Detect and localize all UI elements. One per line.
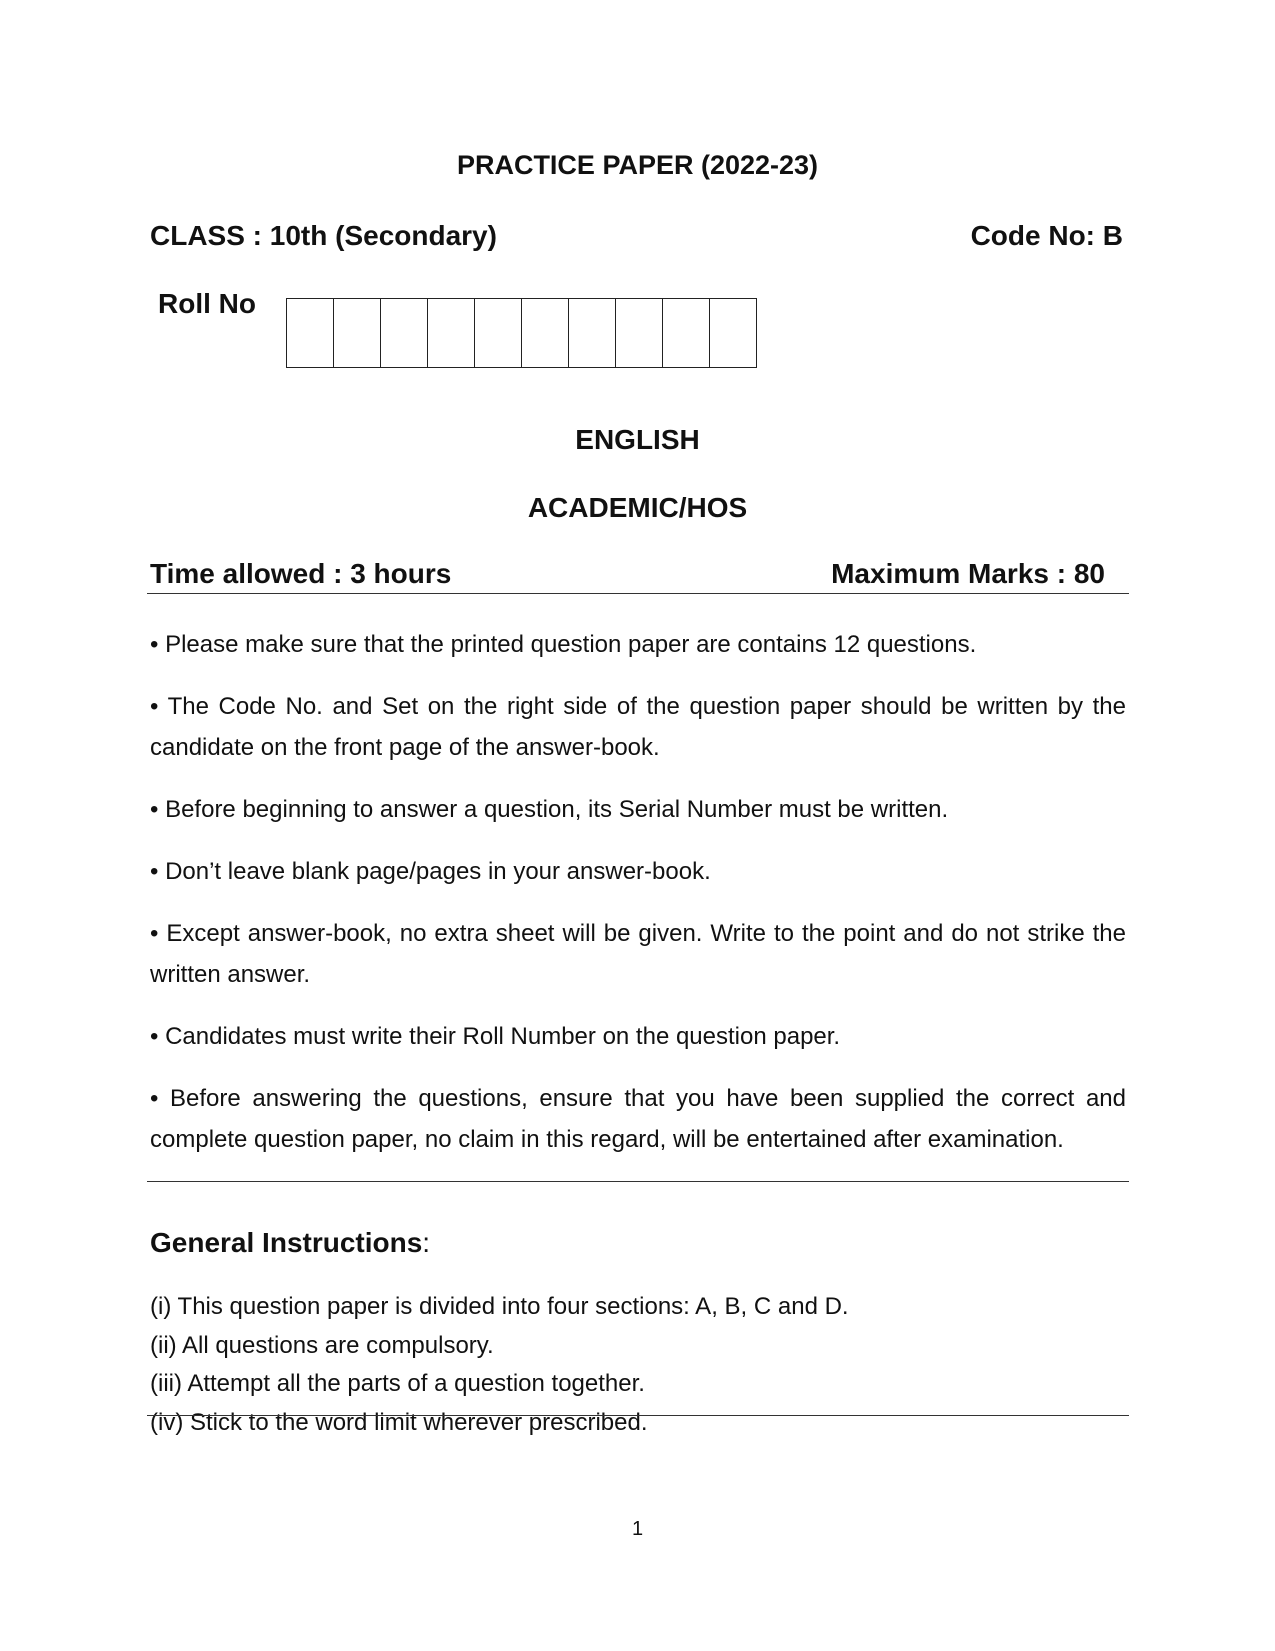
general-instructions-title: General Instructions <box>150 1227 423 1258</box>
general-instructions-heading <box>150 1227 430 1259</box>
note-item: • Please make sure that the printed question paper are contains 12 questions. <box>150 631 977 658</box>
divider-line <box>147 1181 1129 1182</box>
roll-box[interactable] <box>616 299 663 367</box>
roll-box[interactable] <box>710 299 757 367</box>
note-item: • Candidates must write their Roll Number on the question paper. <box>150 1023 841 1050</box>
roll-number-label: Roll No <box>158 288 256 319</box>
roll-box[interactable] <box>569 299 616 367</box>
instruction-item: (iii) Attempt all the parts of a question together. <box>150 1370 645 1397</box>
roll-box[interactable] <box>475 299 522 367</box>
note-item: • Before beginning to answer a question, its Serial Number must be written. <box>150 796 949 823</box>
note-item: • Before answering the questions, ensure that you have been supplied the correct and complete question paper, no claim in this regard, will be entertained after examination. <box>150 1085 1126 1153</box>
stream-title: ACADEMIC/HOS <box>527 492 748 523</box>
note-item: • The Code No. and Set on the right side of the question paper should be written by the candidate on the front page of the answer-book. <box>150 693 1126 761</box>
code-number: Code No: B <box>970 220 1123 251</box>
instruction-item: (iv) Stick to the word limit wherever prescribed. <box>150 1408 648 1436</box>
heading-colon: : <box>422 1227 431 1258</box>
instruction-item: (ii) All questions are compulsory. <box>150 1331 494 1359</box>
subject-title: ENGLISH <box>575 424 700 455</box>
general-instructions-list <box>150 1288 1126 1442</box>
roll-number-boxes[interactable] <box>286 298 757 368</box>
note-item: • Don’t leave blank page/pages in your answer-book. <box>150 858 711 885</box>
divider-line <box>147 1415 1129 1416</box>
roll-box[interactable] <box>663 299 710 367</box>
class-label: CLASS : 10th (Secondary) <box>150 220 497 251</box>
maximum-marks: Maximum Marks : 80 <box>831 558 1105 589</box>
roll-box[interactable] <box>287 299 334 367</box>
note-item: • Except answer-book, no extra sheet will be given. Write to the point and do not strike the written answer. <box>150 920 1126 988</box>
instruction-item: (i) This question paper is divided into four sections: A, B, C and D. <box>150 1293 849 1320</box>
roll-box[interactable] <box>522 299 569 367</box>
candidate-notes <box>150 624 1126 1181</box>
time-allowed: Time allowed : 3 hours <box>150 558 452 589</box>
paper-title: PRACTICE PAPER (2022-23) <box>456 150 819 180</box>
roll-box[interactable] <box>381 299 428 367</box>
divider-line <box>147 593 1129 594</box>
page-number: 1 <box>631 1518 644 1540</box>
roll-box[interactable] <box>428 299 475 367</box>
roll-box[interactable] <box>334 299 381 367</box>
